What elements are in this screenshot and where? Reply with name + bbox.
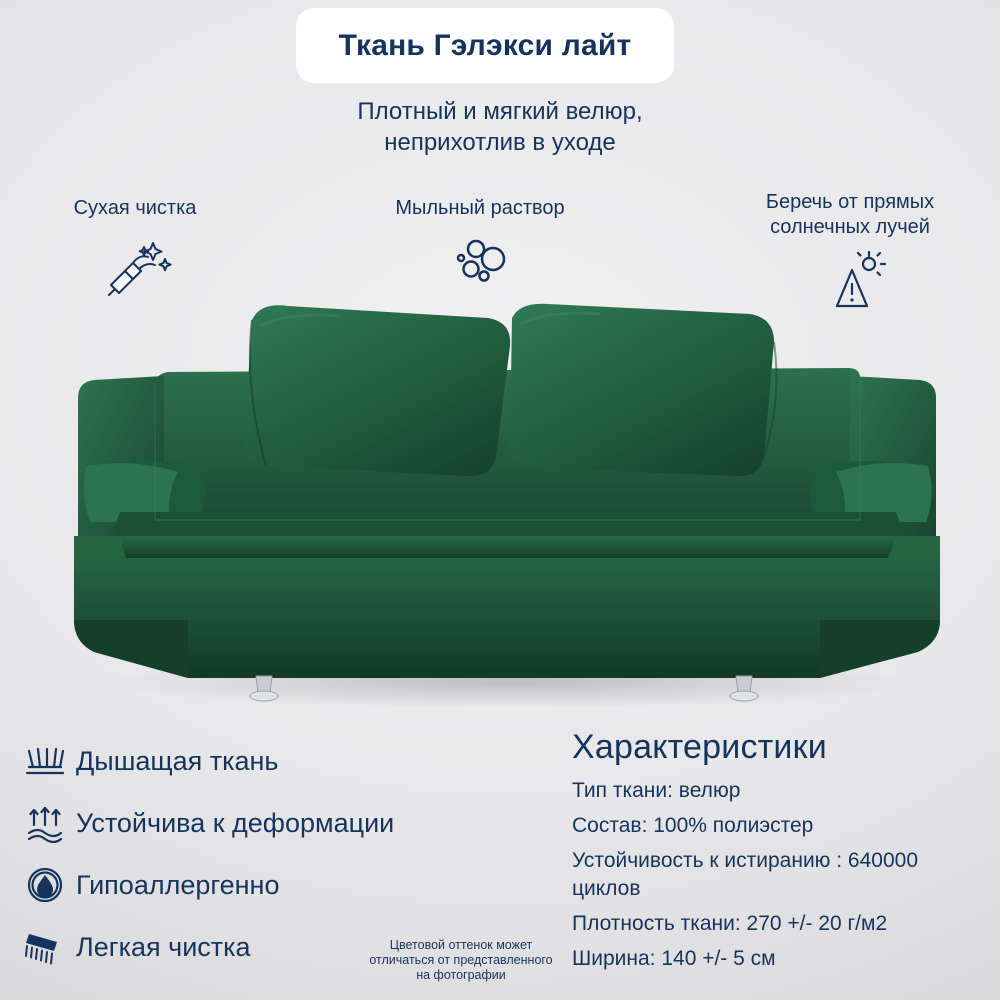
easy-cleaning-brush-icon — [14, 926, 76, 968]
care-label-soap-solution: Мыльный раствор — [395, 197, 565, 219]
deformation-resistant-icon — [14, 803, 76, 843]
feature-breathable-fabric — [14, 730, 554, 792]
feature-label-deformation-resistant: Устойчива к деформации — [76, 807, 395, 838]
subtitle-line-2: неприхотлив в уходе — [384, 129, 616, 156]
hypoallergenic-icon — [14, 863, 76, 907]
feature-label-breathable-fabric: Дышащая ткань — [76, 745, 279, 776]
spec-fabric-type: Тип ткани: велюр — [572, 779, 741, 802]
care-item-dry-cleaning — [20, 196, 250, 299]
feature-label-hypoallergenic: Гипоаллергенно — [76, 869, 280, 900]
subtitle-line-1: Плотный и мягкий велюр, — [357, 98, 643, 125]
spec-composition: Состав: 100% полиэстер — [572, 814, 814, 837]
title-badge — [296, 8, 674, 83]
feature-label-easy-cleaning: Легкая чистка — [76, 931, 251, 962]
color-disclaimer-line-1: Цветовой оттенок может — [389, 938, 533, 952]
specifications-heading: Характеристики — [572, 728, 827, 766]
spec-density: Плотность ткани: 270 +/- 20 г/м2 — [572, 912, 888, 935]
specifications-panel — [572, 728, 992, 980]
subtitle — [0, 96, 1000, 158]
dry-cleaning-icon — [20, 229, 250, 299]
feature-deformation-resistant — [14, 792, 554, 854]
care-item-soap-solution — [360, 196, 600, 299]
feature-hypoallergenic — [14, 854, 554, 916]
breathable-fabric-icon — [14, 741, 76, 781]
color-disclaimer-line-3: на фотографии — [416, 968, 506, 982]
spec-width: Ширина: 140 +/- 5 см — [572, 947, 776, 970]
care-label-avoid-sunlight-line-2: солнечных лучей — [770, 216, 930, 238]
care-label-dry-cleaning: Сухая чистка — [73, 197, 197, 219]
spec-abrasion-resistance: Устойчивость к истиранию : 640000 циклов — [572, 849, 919, 900]
care-label-avoid-sunlight-line-1: Беречь от прямых — [765, 191, 935, 213]
color-disclaimer-line-2: отличаться от представленного — [369, 953, 553, 967]
soap-bubbles-icon — [360, 229, 600, 299]
color-disclaimer — [330, 938, 592, 983]
page-title: Ткань Гэлэкси лайт — [338, 28, 632, 62]
product-image-sofa — [60, 290, 940, 710]
